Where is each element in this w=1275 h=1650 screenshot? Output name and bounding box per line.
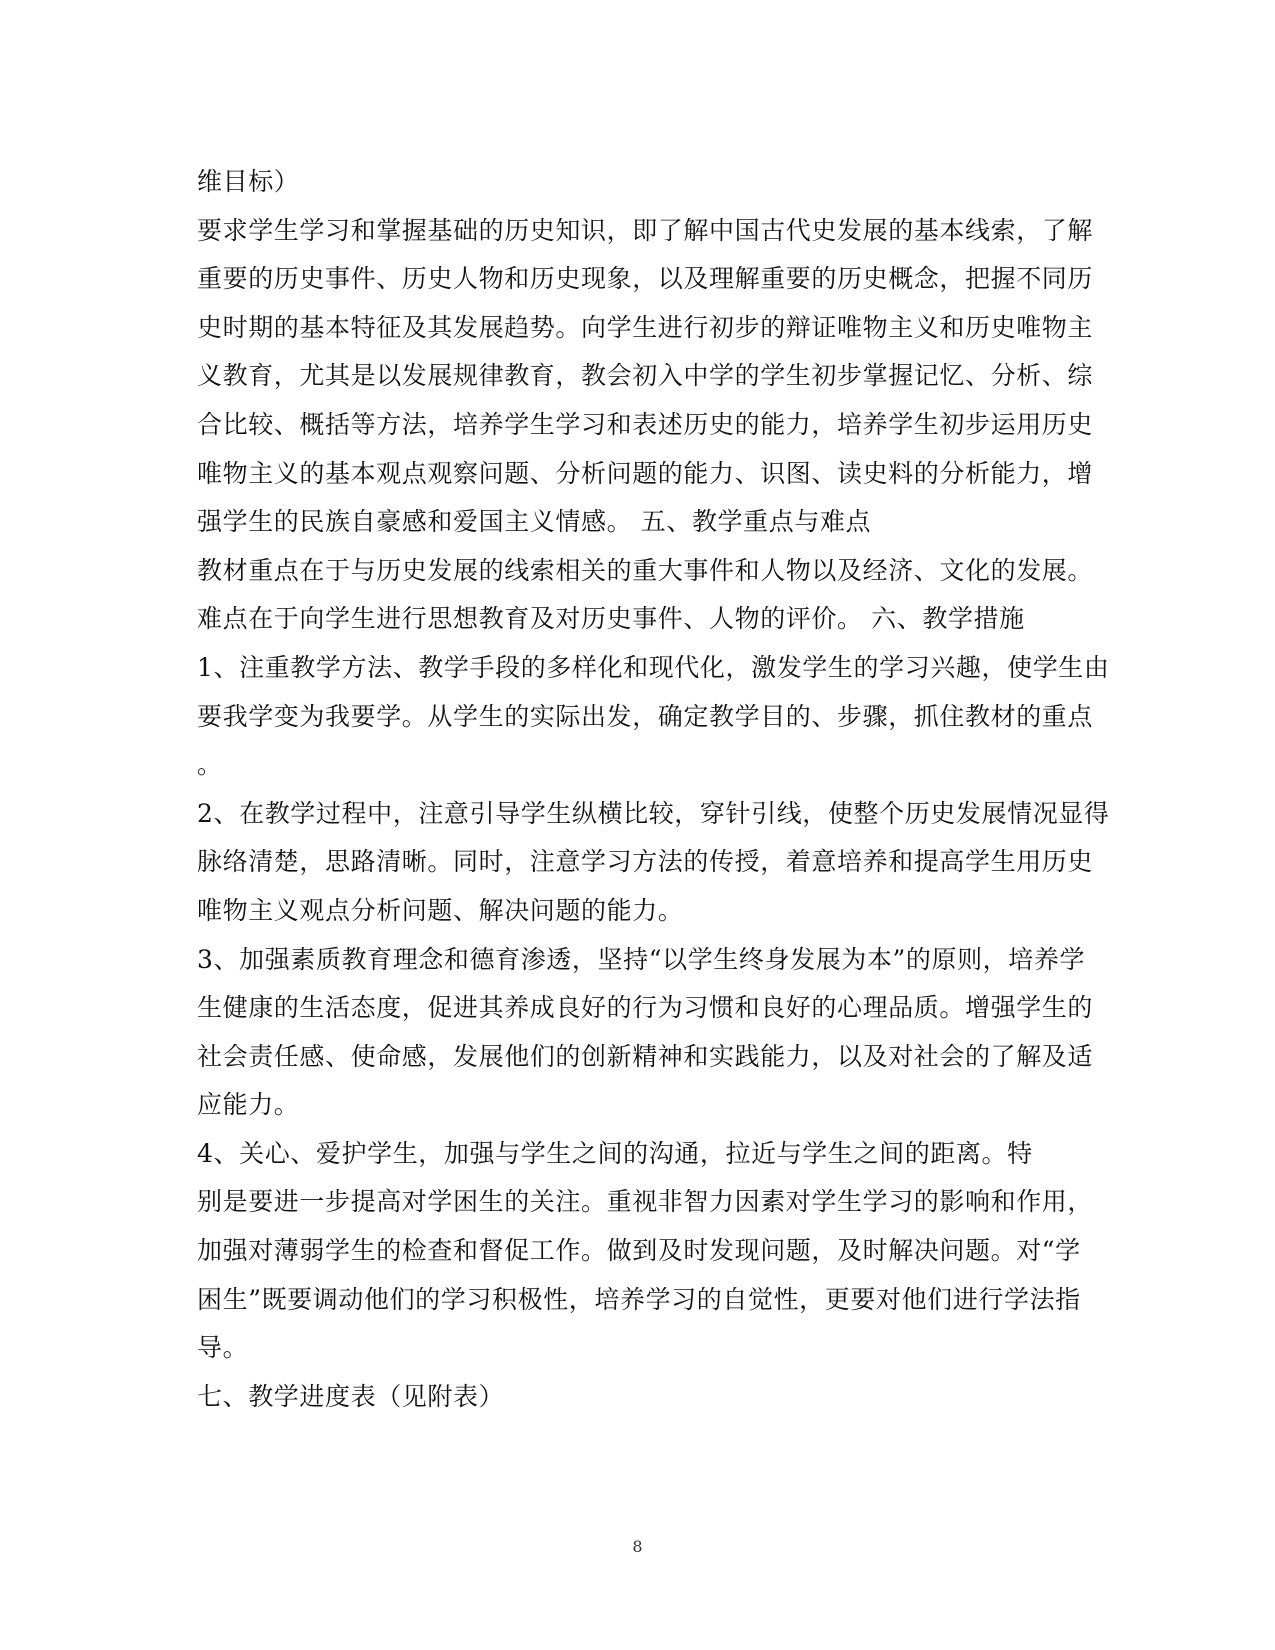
body-text [197, 158, 1110, 1421]
text-line: 。 [197, 750, 223, 780]
page-number: 8 [632, 1537, 643, 1556]
text-line: 1、注重教学方法、教学手段的多样化和现代化，激发学生的学习兴趣，使学生由 [197, 652, 1110, 682]
text-line: 唯物主义观点分析问题、解决问题的能力。 [197, 895, 684, 925]
text-line: 社会责任感、使命感，发展他们的创新精神和实践能力，以及对社会的了解及适 [197, 1041, 1094, 1071]
text-line: 义教育，尤其是以发展规律教育，教会初入中学的学生初步掌握记忆、分析、综 [197, 361, 1094, 391]
text-line: 困生”既要调动他们的学习积极性，培养学习的自觉性，更要对他们进行学法指 [197, 1284, 1081, 1314]
text-line: 导。 [197, 1333, 249, 1363]
text-line: 加强对薄弱学生的检查和督促工作。做到及时发现问题，及时解决问题。对“学 [197, 1236, 1081, 1266]
text-line: 3、加强素质教育理念和德育渗透，坚持“以学生终身发展为本”的原则，培养学 [197, 944, 1086, 974]
text-line: 教材重点在于与历史发展的线索相关的重大事件和人物以及经济、文化的发展。 [197, 555, 1094, 585]
text-line: 重要的历史事件、历史人物和历史现象，以及理解重要的历史概念，把握不同历 [197, 264, 1094, 294]
text-line: 生健康的生活态度，促进其养成良好的行为习惯和良好的心理品质。增强学生的 [197, 993, 1094, 1023]
text-line: 要求学生学习和掌握基础的历史知识，即了解中国古代史发展的基本线索，了解 [197, 215, 1094, 245]
text-line: 2、在教学过程中，注意引导学生纵横比较，穿针引线，使整个历史发展情况显得 [197, 798, 1110, 828]
text-line: 应能力。 [197, 1090, 300, 1120]
text-line: 4、关心、爱护学生，加强与学生之间的沟通，拉近与学生之间的距离。特 [197, 1138, 1033, 1168]
text-line: 维目标） [197, 167, 300, 196]
text-line: 难点在于向学生进行思想教育及对历史事件、人物的评价。 六、教学措施 [197, 604, 1025, 634]
text-line: 史时期的基本特征及其发展趋势。向学生进行初步的辩证唯物主义和历史唯物主 [197, 312, 1094, 342]
text-line: 别是要进一步提高对学困生的关注。重视非智力因素对学生学习的影响和作用， [197, 1187, 1094, 1217]
text-line: 合比较、概括等方法，培养学生学习和表述历史的能力，培养学生初步运用历史 [197, 409, 1094, 439]
text-line: 要我学变为我要学。从学生的实际出发，确定教学目的、步骤，抓住教材的重点 [197, 701, 1094, 731]
text-line: 强学生的民族自豪感和爱国主义情感。 五、教学重点与难点 [197, 507, 872, 537]
text-line: 七、教学进度表（见附表） [197, 1381, 505, 1411]
text-line: 脉络清楚，思路清晰。同时，注意学习方法的传授，着意培养和提高学生用历史 [197, 847, 1094, 877]
text-line: 唯物主义的基本观点观察问题、分析问题的能力、识图、读史料的分析能力，增 [197, 458, 1094, 488]
